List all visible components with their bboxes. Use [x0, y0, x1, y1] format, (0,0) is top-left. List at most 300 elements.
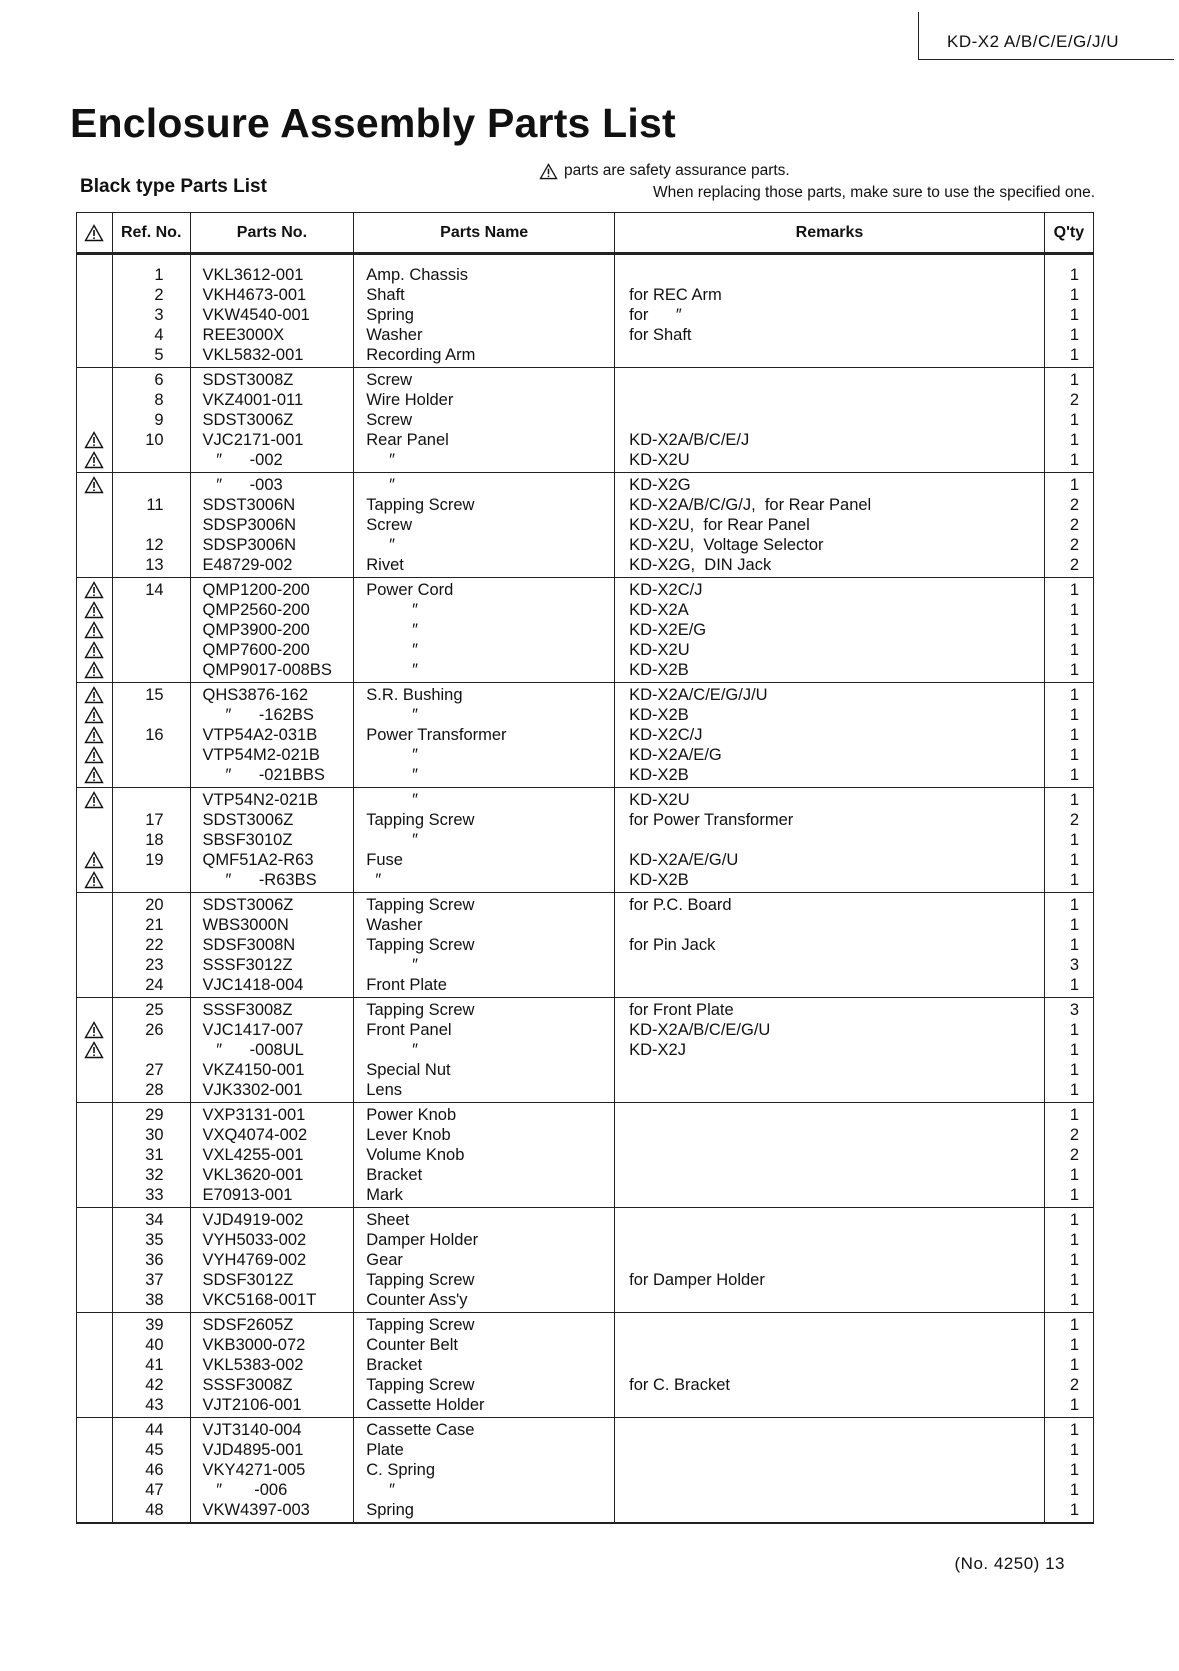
table-row-name: Cassette Case [366, 1421, 475, 1439]
table-row-name: Sheet [366, 1211, 410, 1229]
table-row-remarks: KD-X2U, Voltage Selector [629, 536, 824, 554]
table-row-qty: 1 [1069, 1041, 1079, 1059]
table-row-name: ″ [366, 621, 418, 639]
table-row-remarks [615, 1460, 1044, 1480]
table-row-name: ″ [366, 601, 418, 619]
table-row-remarks: KD-X2A/B/C/E/G/U [629, 1021, 771, 1039]
table-row-ref: 24 [145, 976, 164, 994]
table-row-remarks: KD-X2U, for Rear Panel [629, 516, 810, 534]
table-row-name: ″ [366, 641, 418, 659]
table-row-part-no: VKY4271-005 [202, 1461, 306, 1479]
table-row-remarks [615, 410, 1044, 430]
warning-mark [77, 1060, 112, 1080]
table-row-qty: 1 [1069, 1421, 1079, 1439]
table-row-part-no: VKC5168-001T [202, 1291, 317, 1309]
table-row-qty: 1 [1069, 686, 1079, 704]
table-row-part-no: VKW4397-003 [202, 1501, 310, 1519]
table-row-ref: 48 [145, 1501, 164, 1519]
table-row-remarks [615, 1210, 1044, 1230]
header-parts-name: Parts Name [354, 213, 615, 254]
table-row-part-no: E70913-001 [202, 1186, 293, 1204]
table-row-ref [113, 1040, 190, 1060]
warning-mark [77, 1270, 112, 1290]
warning-triangle-icon [539, 163, 558, 180]
table-row-ref: 37 [145, 1271, 164, 1289]
table-row-part-no: VKW4540-001 [202, 306, 310, 324]
warning-mark [77, 955, 112, 975]
table-row-qty: 1 [1069, 726, 1079, 744]
parts-no-cell [190, 254, 354, 368]
table-row-remarks: for Pin Jack [629, 936, 716, 954]
table-row-ref [113, 600, 190, 620]
table-row-group [77, 788, 1094, 893]
table-row-part-no: SDSP3006N [202, 536, 297, 554]
warning-cell [77, 1418, 113, 1524]
table-row-ref: 46 [145, 1461, 164, 1479]
table-row-ref: 42 [145, 1376, 164, 1394]
warning-mark [77, 620, 112, 640]
table-row-remarks [615, 1250, 1044, 1270]
table-row-qty: 1 [1069, 766, 1079, 784]
table-row-qty: 3 [1069, 956, 1079, 974]
table-row-remarks: KD-X2A [629, 601, 689, 619]
table-row-name: Power Transformer [366, 726, 507, 744]
warning-mark [77, 555, 112, 575]
model-box [918, 12, 1174, 60]
table-row-part-no: VJC1418-004 [202, 976, 304, 994]
warning-mark [77, 1335, 112, 1355]
table-row-ref: 12 [145, 536, 164, 554]
table-row-remarks: KD-X2B [629, 706, 689, 724]
qty-cell [1044, 998, 1093, 1103]
table-row-name: Tapping Screw [366, 1376, 475, 1394]
ref-no-cell [112, 473, 190, 578]
qty-cell [1044, 473, 1093, 578]
table-row-name: ″ [366, 661, 418, 679]
warning-mark [77, 1105, 112, 1125]
table-row-ref: 8 [154, 391, 164, 409]
remarks-cell [615, 1103, 1045, 1208]
warning-mark [77, 810, 112, 830]
warning-cell [77, 254, 113, 368]
table-row-part-no: SDST3006N [202, 496, 296, 514]
warning-mark [77, 410, 112, 430]
table-row-remarks: KD-X2A/E/G/U [629, 851, 739, 869]
warning-mark [77, 765, 112, 785]
table-row-name: Wire Holder [366, 391, 454, 409]
table-row-remarks [615, 1165, 1044, 1185]
table-row-remarks: KD-X2G [629, 476, 691, 494]
ref-no-cell [112, 683, 190, 788]
remarks-cell [615, 473, 1045, 578]
table-row-remarks: KD-X2G, DIN Jack [629, 556, 772, 574]
table-row-ref: 30 [145, 1126, 164, 1144]
table-row-remarks [615, 1185, 1044, 1205]
table-row-qty: 1 [1069, 1061, 1079, 1079]
table-row-part-no: ″ -R63BS [202, 871, 317, 889]
table-row-ref: 3 [154, 306, 164, 324]
table-row-group [77, 683, 1094, 788]
table-row-qty: 2 [1069, 1146, 1079, 1164]
table-row-group [77, 1313, 1094, 1418]
parts-name-cell [354, 473, 615, 578]
warning-triangle-icon [84, 581, 104, 599]
table-row-ref [113, 705, 190, 725]
warning-mark [77, 430, 112, 450]
table-row-qty: 2 [1069, 391, 1079, 409]
document-number: (No. 4250) [954, 1554, 1040, 1573]
table-row-qty: 1 [1069, 286, 1079, 304]
parts-name-cell [354, 998, 615, 1103]
table-row-ref: 11 [146, 496, 164, 514]
table-row-name: Counter Belt [366, 1336, 458, 1354]
table-row-remarks: KD-X2B [629, 661, 689, 679]
table-row-qty: 2 [1069, 556, 1079, 574]
table-row-ref: 21 [145, 916, 164, 934]
remarks-cell [615, 683, 1045, 788]
warning-mark [77, 640, 112, 660]
remarks-cell [615, 893, 1045, 998]
ref-no-cell [112, 254, 190, 368]
table-row-qty: 1 [1069, 1291, 1079, 1309]
qty-cell [1044, 1103, 1093, 1208]
table-row-remarks [615, 345, 1044, 365]
table-row-ref [113, 620, 190, 640]
table-row-part-no: ″ -021BBS [202, 766, 325, 784]
table-row-qty: 2 [1069, 1126, 1079, 1144]
table-row-ref: 22 [145, 936, 164, 954]
table-row-qty: 1 [1069, 581, 1079, 599]
table-row-part-no: QMF51A2-R63 [202, 851, 314, 869]
table-row-name: Bracket [366, 1166, 423, 1184]
table-row-part-no: VJK3302-001 [202, 1081, 303, 1099]
table-row-part-no: SDSF2605Z [202, 1316, 294, 1334]
table-row-group [77, 1103, 1094, 1208]
page-title: Enclosure Assembly Parts List [70, 100, 676, 146]
table-row-part-no: VYH4769-002 [202, 1251, 307, 1269]
table-row-part-no: SDST3006Z [202, 811, 294, 829]
table-row-ref: 23 [145, 956, 164, 974]
table-row-ref: 19 [145, 851, 164, 869]
qty-cell [1044, 1208, 1093, 1313]
table-row-name: C. Spring [366, 1461, 436, 1479]
table-row-remarks [615, 1335, 1044, 1355]
table-row-qty: 1 [1069, 1441, 1079, 1459]
table-row-ref: 33 [145, 1186, 164, 1204]
safety-note-text: parts are safety assurance parts. [564, 162, 790, 179]
table-row-qty: 1 [1069, 831, 1079, 849]
warning-triangle-icon [84, 661, 104, 679]
table-row-remarks [615, 915, 1044, 935]
warning-mark [77, 850, 112, 870]
table-row-remarks: KD-X2A/E/G [629, 746, 722, 764]
table-row-part-no: QMP1200-200 [202, 581, 310, 599]
table-row-part-no: ″ -006 [202, 1481, 288, 1499]
warning-triangle-icon [84, 601, 104, 619]
warning-mark [77, 705, 112, 725]
warning-cell [77, 893, 113, 998]
table-row-part-no: VJT3140-004 [202, 1421, 302, 1439]
warning-mark [77, 975, 112, 995]
table-row-group [77, 1208, 1094, 1313]
table-row-name: ″ [366, 536, 395, 554]
parts-no-cell [190, 473, 354, 578]
remarks-cell [615, 998, 1045, 1103]
table-row-ref: 17 [145, 811, 164, 829]
warning-mark [77, 600, 112, 620]
warning-mark [77, 1440, 112, 1460]
header-remarks: Remarks [615, 213, 1045, 254]
table-row-name: ″ [366, 791, 418, 809]
table-row-remarks [615, 830, 1044, 850]
table-row-remarks: for Front Plate [629, 1001, 734, 1019]
table-row-remarks [615, 1145, 1044, 1165]
ref-no-cell [112, 998, 190, 1103]
table-row-remarks [615, 1125, 1044, 1145]
table-row-name: Tapping Screw [366, 1271, 475, 1289]
table-row-name: Fuse [366, 851, 403, 869]
table-row-ref: 13 [145, 556, 164, 574]
warning-mark [77, 265, 112, 285]
table-row-remarks [615, 1080, 1044, 1100]
table-row-ref: 20 [145, 896, 164, 914]
table-row-ref [113, 660, 190, 680]
warning-triangle-icon [84, 766, 104, 784]
table-row-part-no: VJD4895-001 [202, 1441, 304, 1459]
table-row-name: Power Cord [366, 581, 454, 599]
ref-no-cell [112, 1208, 190, 1313]
table-row-part-no: ″ -162BS [202, 706, 314, 724]
table-row-name: ″ [366, 1041, 418, 1059]
table-row-name: Front Plate [366, 976, 447, 994]
table-row-qty: 1 [1069, 1251, 1079, 1269]
warning-mark [77, 495, 112, 515]
parts-name-cell [354, 368, 615, 473]
table-row-name: Counter Ass'y [366, 1291, 468, 1309]
warning-triangle-icon [84, 451, 104, 469]
warning-mark [77, 475, 112, 495]
table-row-qty: 1 [1069, 326, 1079, 344]
warning-mark [77, 790, 112, 810]
table-row-part-no: SSSF3012Z [202, 956, 293, 974]
qty-cell [1044, 1418, 1093, 1524]
table-row-name: Washer [366, 916, 423, 934]
table-row-ref [113, 870, 190, 890]
warning-mark [77, 725, 112, 745]
table-header-row [77, 213, 1094, 254]
table-row-remarks: KD-X2C/J [629, 581, 703, 599]
header-qty: Q'ty [1044, 213, 1093, 254]
warning-triangle-icon [84, 621, 104, 639]
table-row-part-no: SDSF3012Z [202, 1271, 294, 1289]
remarks-cell [615, 1313, 1045, 1418]
table-row-ref [113, 745, 190, 765]
table-row-part-no: SSSF3008Z [202, 1001, 293, 1019]
table-row-ref: 34 [145, 1211, 164, 1229]
warning-mark [77, 535, 112, 555]
warning-mark [77, 660, 112, 680]
table-row-ref: 29 [145, 1106, 164, 1124]
parts-table [76, 212, 1094, 1524]
table-row-name: Gear [366, 1251, 403, 1269]
parts-name-cell [354, 893, 615, 998]
table-row-qty: 1 [1069, 1211, 1079, 1229]
remarks-cell [615, 578, 1045, 683]
warning-mark [77, 1355, 112, 1375]
table-row-remarks: KD-X2B [629, 871, 689, 889]
table-row-remarks [615, 1315, 1044, 1335]
parts-no-cell [190, 1103, 354, 1208]
table-row-remarks: KD-X2A/C/E/G/J/U [629, 686, 768, 704]
table-row-remarks: KD-X2J [629, 1041, 686, 1059]
ref-no-cell [112, 788, 190, 893]
warning-mark [77, 450, 112, 470]
qty-cell [1044, 368, 1093, 473]
table-row-part-no: E48729-002 [202, 556, 293, 574]
table-row-remarks [615, 1105, 1044, 1125]
remarks-cell [615, 254, 1045, 368]
parts-no-cell [190, 578, 354, 683]
table-row-part-no: SSSF3008Z [202, 1376, 293, 1394]
table-row-name: ″ [366, 831, 418, 849]
table-row-remarks: for Shaft [629, 326, 692, 344]
table-row-ref: 32 [145, 1166, 164, 1184]
warning-cell [77, 1103, 113, 1208]
table-row-qty: 2 [1069, 811, 1079, 829]
warning-mark [77, 1230, 112, 1250]
table-row-qty: 1 [1069, 621, 1079, 639]
warning-mark [77, 1080, 112, 1100]
header-parts-no: Parts No. [190, 213, 354, 254]
table-row-group [77, 368, 1094, 473]
table-row-part-no: VKL3612-001 [202, 266, 304, 284]
warning-mark [77, 915, 112, 935]
table-row-ref: 10 [145, 431, 164, 449]
table-row-qty: 1 [1069, 1186, 1079, 1204]
warning-mark [77, 1000, 112, 1020]
remarks-cell [615, 368, 1045, 473]
table-row-qty: 1 [1069, 1336, 1079, 1354]
table-row-name: Tapping Screw [366, 1001, 475, 1019]
table-row-qty: 1 [1069, 896, 1079, 914]
warning-mark [77, 1125, 112, 1145]
table-row-remarks: KD-X2B [629, 766, 689, 784]
model-code: KD-X2 A/B/C/E/G/J/U [947, 32, 1119, 51]
table-row-remarks [615, 1060, 1044, 1080]
table-row-name: Lever Knob [366, 1126, 451, 1144]
table-row-part-no: VXL4255-001 [202, 1146, 304, 1164]
table-row-part-no: VXP3131-001 [202, 1106, 306, 1124]
table-row-part-no: SDST3006Z [202, 896, 294, 914]
table-row-remarks: for Damper Holder [629, 1271, 765, 1289]
header-warn [77, 213, 113, 254]
table-row-ref: 16 [145, 726, 164, 744]
table-row-name: Cassette Holder [366, 1396, 485, 1414]
table-row-name: Rivet [366, 556, 404, 574]
parts-name-cell [354, 1313, 615, 1418]
table-row-remarks [615, 1420, 1044, 1440]
table-row-qty: 1 [1069, 1081, 1079, 1099]
table-row-ref: 6 [154, 371, 164, 389]
table-row-ref: 47 [145, 1481, 164, 1499]
table-row-part-no: VJD4919-002 [202, 1211, 304, 1229]
table-row-part-no: VKH4673-001 [202, 286, 307, 304]
table-row-ref: 5 [154, 346, 164, 364]
table-row-remarks: KD-X2C/J [629, 726, 703, 744]
table-row-ref: 43 [145, 1396, 164, 1414]
remarks-cell [615, 1208, 1045, 1313]
warning-mark [77, 515, 112, 535]
warning-mark [77, 580, 112, 600]
table-row-part-no: SDSF3008N [202, 936, 296, 954]
table-row-qty: 1 [1069, 641, 1079, 659]
table-row-remarks [615, 265, 1044, 285]
table-row-ref: 14 [145, 581, 164, 599]
table-row-qty: 1 [1069, 1356, 1079, 1374]
table-row-part-no: VJC1417-007 [202, 1021, 304, 1039]
table-row-part-no: QHS3876-162 [202, 686, 309, 704]
warning-mark [77, 895, 112, 915]
parts-no-cell [190, 368, 354, 473]
warning-triangle-icon [84, 791, 104, 809]
table-row-qty: 1 [1069, 1461, 1079, 1479]
table-row-remarks: KD-X2E/G [629, 621, 707, 639]
warning-triangle-icon [84, 686, 104, 704]
table-row-name: Shaft [366, 286, 405, 304]
table-row-qty: 1 [1069, 1316, 1079, 1334]
table-row-name: ″ [366, 766, 418, 784]
table-row-remarks: KD-X2A/B/C/G/J, for Rear Panel [629, 496, 872, 514]
table-row-ref [113, 640, 190, 660]
qty-cell [1044, 683, 1093, 788]
warning-triangle-icon [84, 431, 104, 449]
table-row-name: ″ [366, 956, 418, 974]
table-row-ref: 28 [145, 1081, 164, 1099]
table-row-ref: 44 [145, 1421, 164, 1439]
table-row-ref: 25 [145, 1001, 164, 1019]
table-row-group [77, 1418, 1094, 1524]
table-row-ref: 38 [145, 1291, 164, 1309]
parts-no-cell [190, 1418, 354, 1524]
table-row-ref [113, 765, 190, 785]
table-row-part-no: VKB3000-072 [202, 1336, 306, 1354]
table-row-group [77, 473, 1094, 578]
remarks-cell [615, 788, 1045, 893]
table-row-name: Tapping Screw [366, 496, 475, 514]
table-row-qty: 1 [1069, 706, 1079, 724]
table-row-part-no: VKL3620-001 [202, 1166, 304, 1184]
safety-note-line2: When replacing those parts, make sure to use the specified one. [653, 184, 1095, 201]
parts-name-cell [354, 1208, 615, 1313]
table-row-ref: 1 [154, 266, 164, 284]
table-row-part-no: SDST3008Z [202, 371, 294, 389]
warning-mark [77, 285, 112, 305]
table-row-name: ″ [366, 476, 395, 494]
qty-cell [1044, 893, 1093, 998]
warning-triangle-icon [84, 224, 104, 242]
table-row-ref: 18 [145, 831, 164, 849]
table-row-name: Mark [366, 1186, 403, 1204]
table-row-remarks [615, 1440, 1044, 1460]
table-row-name: S.R. Bushing [366, 686, 463, 704]
warning-mark [77, 1250, 112, 1270]
table-row-remarks [615, 1500, 1044, 1520]
warning-mark [77, 1480, 112, 1500]
table-row-part-no: QMP3900-200 [202, 621, 310, 639]
table-row-name: Tapping Screw [366, 1316, 475, 1334]
table-row-part-no: SBSF3010Z [202, 831, 293, 849]
warning-cell [77, 1208, 113, 1313]
